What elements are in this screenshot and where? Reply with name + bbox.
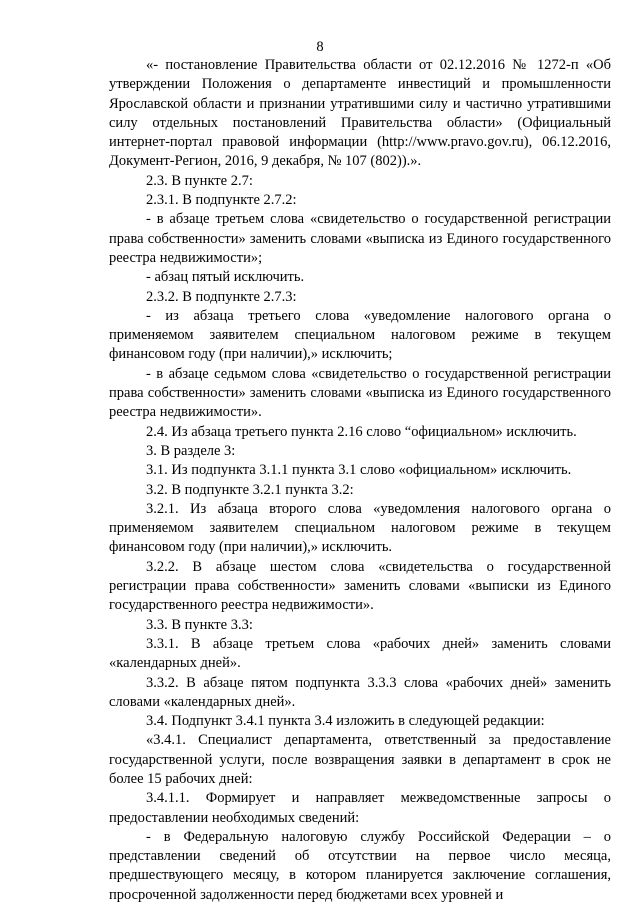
page-number: 8: [316, 39, 324, 55]
paragraph-2-3-2: 2.3.2. В подпункте 2.7.3:: [146, 288, 297, 305]
paragraph-2-3-1: 2.3.1. В подпункте 2.7.2:: [146, 192, 297, 209]
paragraph-3-3-2: 3.3.2. В абзаце пятом подпункта 3.3.3 слова «рабочих дней» заменить словами «календарных дней».: [109, 674, 611, 710]
paragraph-3-4-1-1: 3.4.1.1. Формирует и направляет межведомственные запросы о предоставлении необходимых сведений:: [109, 790, 611, 826]
paragraph-3-2-1: 3.2.1. Из абзаца второго слова «уведомления налогового органа о применяемом заявителем специальном налоговом режиме в текущем финансовом году (при наличии),» исключить.: [109, 500, 611, 556]
paragraph-3-4-1-1-item-1: - в Федеральную налоговую службу Российской Федерации – о представлении сведений об отсутствии на первое число месяца, предшествующего месяцу, в котором планируется заключение соглашения, просроченной задолженности перед бюджетами всех уровней и: [109, 828, 611, 903]
paragraph-3: 3. В разделе 3:: [146, 442, 236, 459]
paragraph-2-3-1-item-2: - абзац пятый исключить.: [146, 269, 305, 286]
paragraph-3-1: 3.1. Из подпункта 3.1.1 пункта 3.1 слово «официальном» исключить.: [146, 462, 572, 479]
paragraph-3-2: 3.2. В подпункте 3.2.1 пункта 3.2:: [146, 481, 354, 498]
paragraph-2-3: 2.3. В пункте 2.7:: [146, 172, 253, 189]
paragraph-2-4: 2.4. Из абзаца третьего пункта 2.16 слово “официальном» исключить.: [146, 423, 577, 440]
paragraph-2-3-2-item-2: - в абзаце седьмом слова «свидетельство о государственной регистрации права собственности» заменить словами «выписка из Единого государственного реестра недвижимости».: [109, 365, 611, 421]
paragraph-3-3-1: 3.3.1. В абзаце третьем слова «рабочих дней» заменить словами «календарных дней».: [109, 635, 611, 672]
paragraph-3-2-2: 3.2.2. В абзаце шестом слова «свидетельства о государственной регистрации права собственности» заменить словами «выписки из Единого государственного реестра недвижимости».: [109, 558, 611, 614]
paragraph-3-3: 3.3. В пункте 3.3:: [146, 616, 253, 633]
paragraph-3-4-1: «3.4.1. Специалист департамента, ответственный за предоставление государственной услуги, после возвращения заявки в департамент в срок не более 15 рабочих дней:: [109, 732, 611, 787]
paragraph-resolution-reference: «- постановление Правительства области от 02.12.2016 № 1272-п «Об утверждении Положения о департаменте инвестиций и промышленности Ярославской области и признании утратившими силу и частично утратившими силу отдельных постановлений Правительства области» (Официальный интернет-портал правовой информации (http://www.pravo.gov.ru), 06.12.2016, Документ-Регион, 2016, 9 декабря, № 107 (802)).».: [109, 57, 611, 170]
paragraph-2-3-1-item-1: - в абзаце третьем слова «свидетельство о государственной регистрации права собственности» заменить словами «выписка из Единого государственного реестра недвижимости»;: [109, 211, 611, 266]
document-body: [109, 56, 611, 905]
paragraph-3-4: 3.4. Подпункт 3.4.1 пункта 3.4 изложить в следующей редакции:: [146, 713, 545, 730]
paragraph-2-3-2-item-1: - из абзаца третьего слова «уведомление налогового органа о применяемом заявителем специальном налоговом режиме в текущем финансовом году (при наличии),» исключить;: [109, 307, 611, 363]
